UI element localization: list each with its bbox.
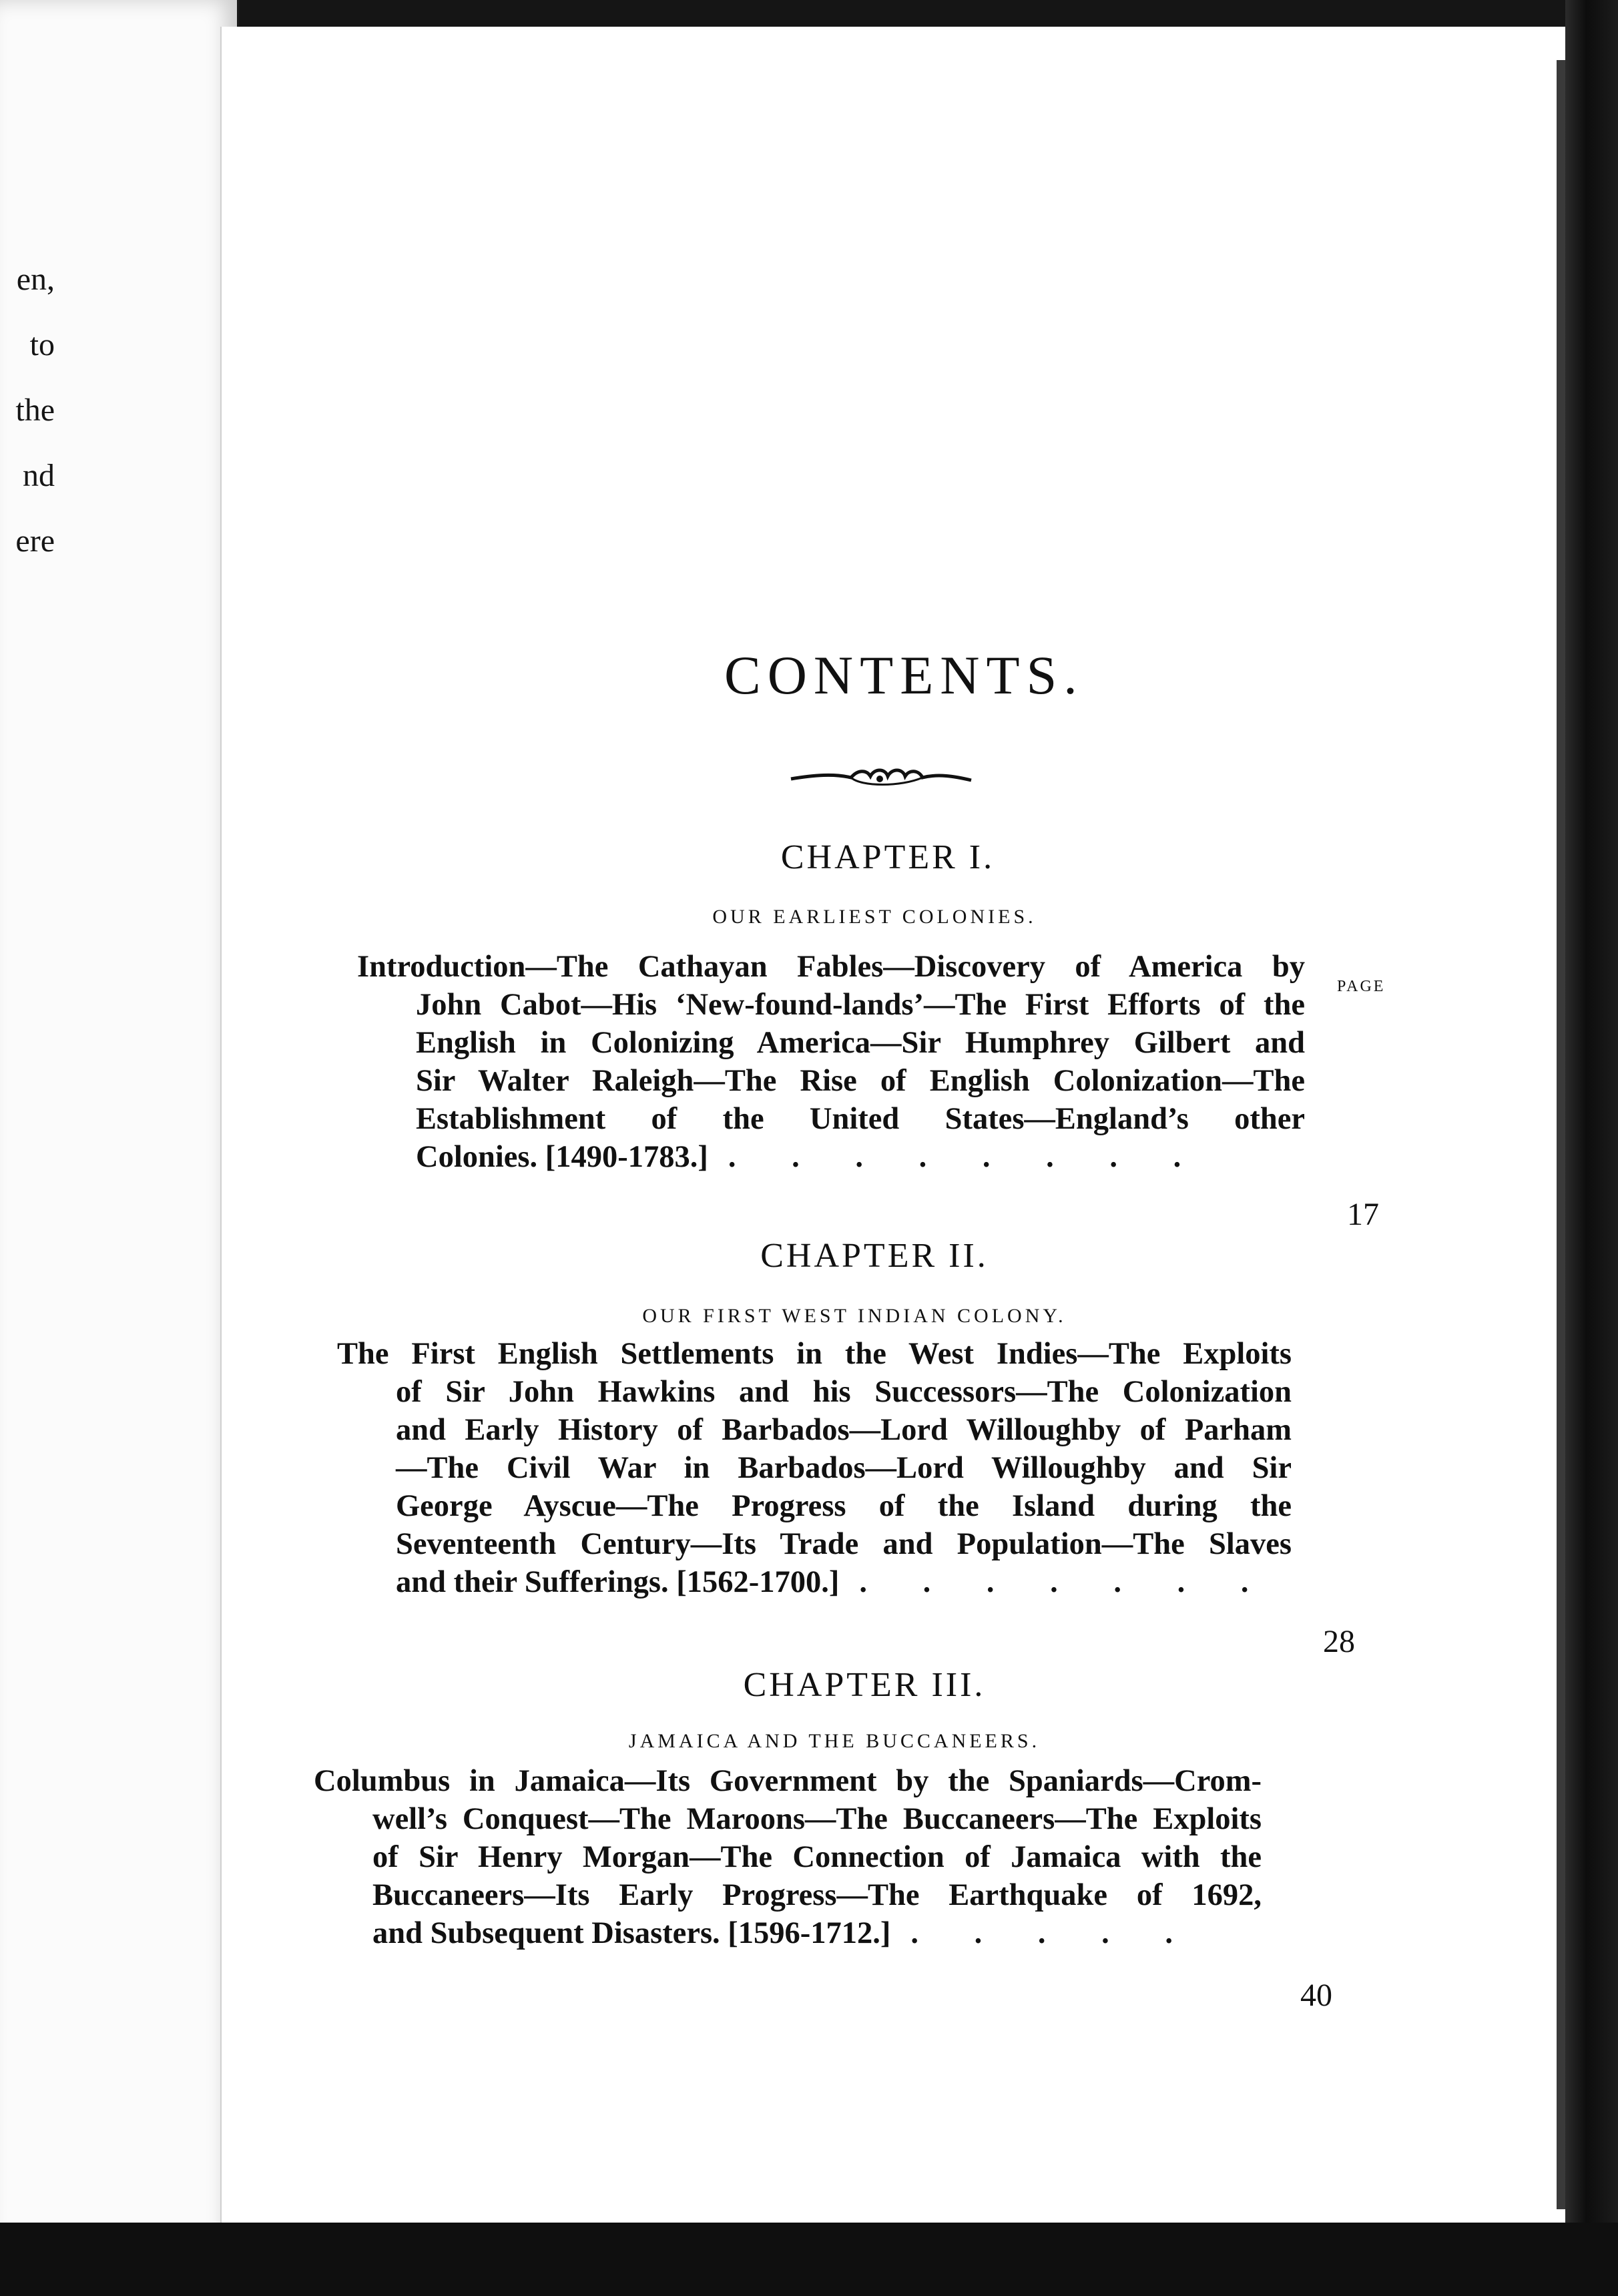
ornamental-flourish-icon	[788, 758, 975, 798]
summary-line-text: Colonies. [1490-1783.]	[416, 1140, 708, 1174]
left-page-word: the	[15, 392, 55, 428]
summary-line: Buccaneers—Its Early Progress—The Earthquake of 1692,	[372, 1878, 1262, 1912]
chapter-2-heading: CHAPTER II.	[760, 1237, 989, 1275]
summary-line: Introduction—The Cathayan Fables—Discovery of America by	[357, 950, 1305, 984]
page-edge	[1557, 60, 1566, 2209]
leader-dots: . . . . . . . .	[728, 1140, 1205, 1174]
summary-line: The First English Settlements in the West Indies—The Exploits	[337, 1337, 1292, 1371]
left-facing-page	[0, 0, 239, 2296]
book-binding-edge	[1565, 0, 1618, 2296]
left-page-word: en,	[16, 262, 55, 297]
left-page-word: to	[29, 327, 55, 362]
summary-line-text: and Subsequent Disasters. [1596-1712.]	[372, 1916, 891, 1950]
summary-line: of Sir John Hawkins and his Successors—The Colonization	[396, 1375, 1292, 1409]
summary-line: John Cabot—His ‘New-found-lands’—The First Efforts of the	[416, 988, 1305, 1022]
summary-line: English in Colonizing America—Sir Humphrey Gilbert and	[416, 1026, 1305, 1060]
leader-dots: . . . . .	[910, 1916, 1197, 1950]
summary-line: —The Civil War in Barbados—Lord Willoughby and Sir	[396, 1451, 1292, 1485]
summary-line: of Sir Henry Morgan—The Connection of Jamaica with the	[372, 1840, 1262, 1874]
page-title: CONTENTS.	[724, 645, 1084, 705]
left-page-text-fragments	[0, 247, 55, 574]
left-page-word: nd	[23, 458, 55, 493]
summary-line: Seventeenth Century—Its Trade and Population—The Slaves	[396, 1527, 1292, 1561]
chapter-3-subtitle: JAMAICA AND THE BUCCANEERS.	[628, 1730, 1041, 1752]
chapter-3-page-number: 40	[1300, 1978, 1332, 2013]
chapter-1-page-number: 17	[1347, 1197, 1379, 1232]
scan-top-border	[220, 0, 1618, 27]
scan-bottom-border	[0, 2223, 1618, 2296]
chapter-1-summary	[357, 948, 1305, 1176]
chapter-2-summary	[337, 1335, 1292, 1601]
summary-line-last	[396, 1563, 1292, 1601]
summary-line: well’s Conquest—The Maroons—The Buccaneers—The Exploits	[372, 1802, 1262, 1836]
left-page-word: ere	[15, 523, 55, 559]
leader-dots: . . . . . . .	[859, 1565, 1273, 1599]
chapter-1-subtitle: OUR EARLIEST COLONIES.	[712, 906, 1037, 928]
chapter-3-heading: CHAPTER III.	[743, 1666, 986, 1704]
chapter-3-summary	[314, 1762, 1262, 1952]
summary-line: Sir Walter Raleigh—The Rise of English Colonization—The	[416, 1064, 1305, 1098]
summary-line-text: and their Sufferings. [1562-1700.]	[396, 1565, 840, 1599]
summary-line-last	[416, 1138, 1305, 1176]
summary-line: George Ayscue—The Progress of the Island during the	[396, 1489, 1292, 1523]
chapter-1-heading: CHAPTER I.	[780, 838, 995, 876]
summary-line-last	[372, 1914, 1262, 1952]
summary-line: and Early History of Barbados—Lord Willoughby of Parham	[396, 1413, 1292, 1447]
summary-line: Establishment of the United States—England’s other	[416, 1102, 1305, 1136]
page-column-label: PAGE	[1337, 978, 1386, 995]
chapter-2-page-number: 28	[1323, 1624, 1355, 1659]
chapter-2-subtitle: OUR FIRST WEST INDIAN COLONY.	[642, 1305, 1067, 1327]
summary-line: Columbus in Jamaica—Its Government by the Spaniards—Crom-	[314, 1764, 1262, 1798]
